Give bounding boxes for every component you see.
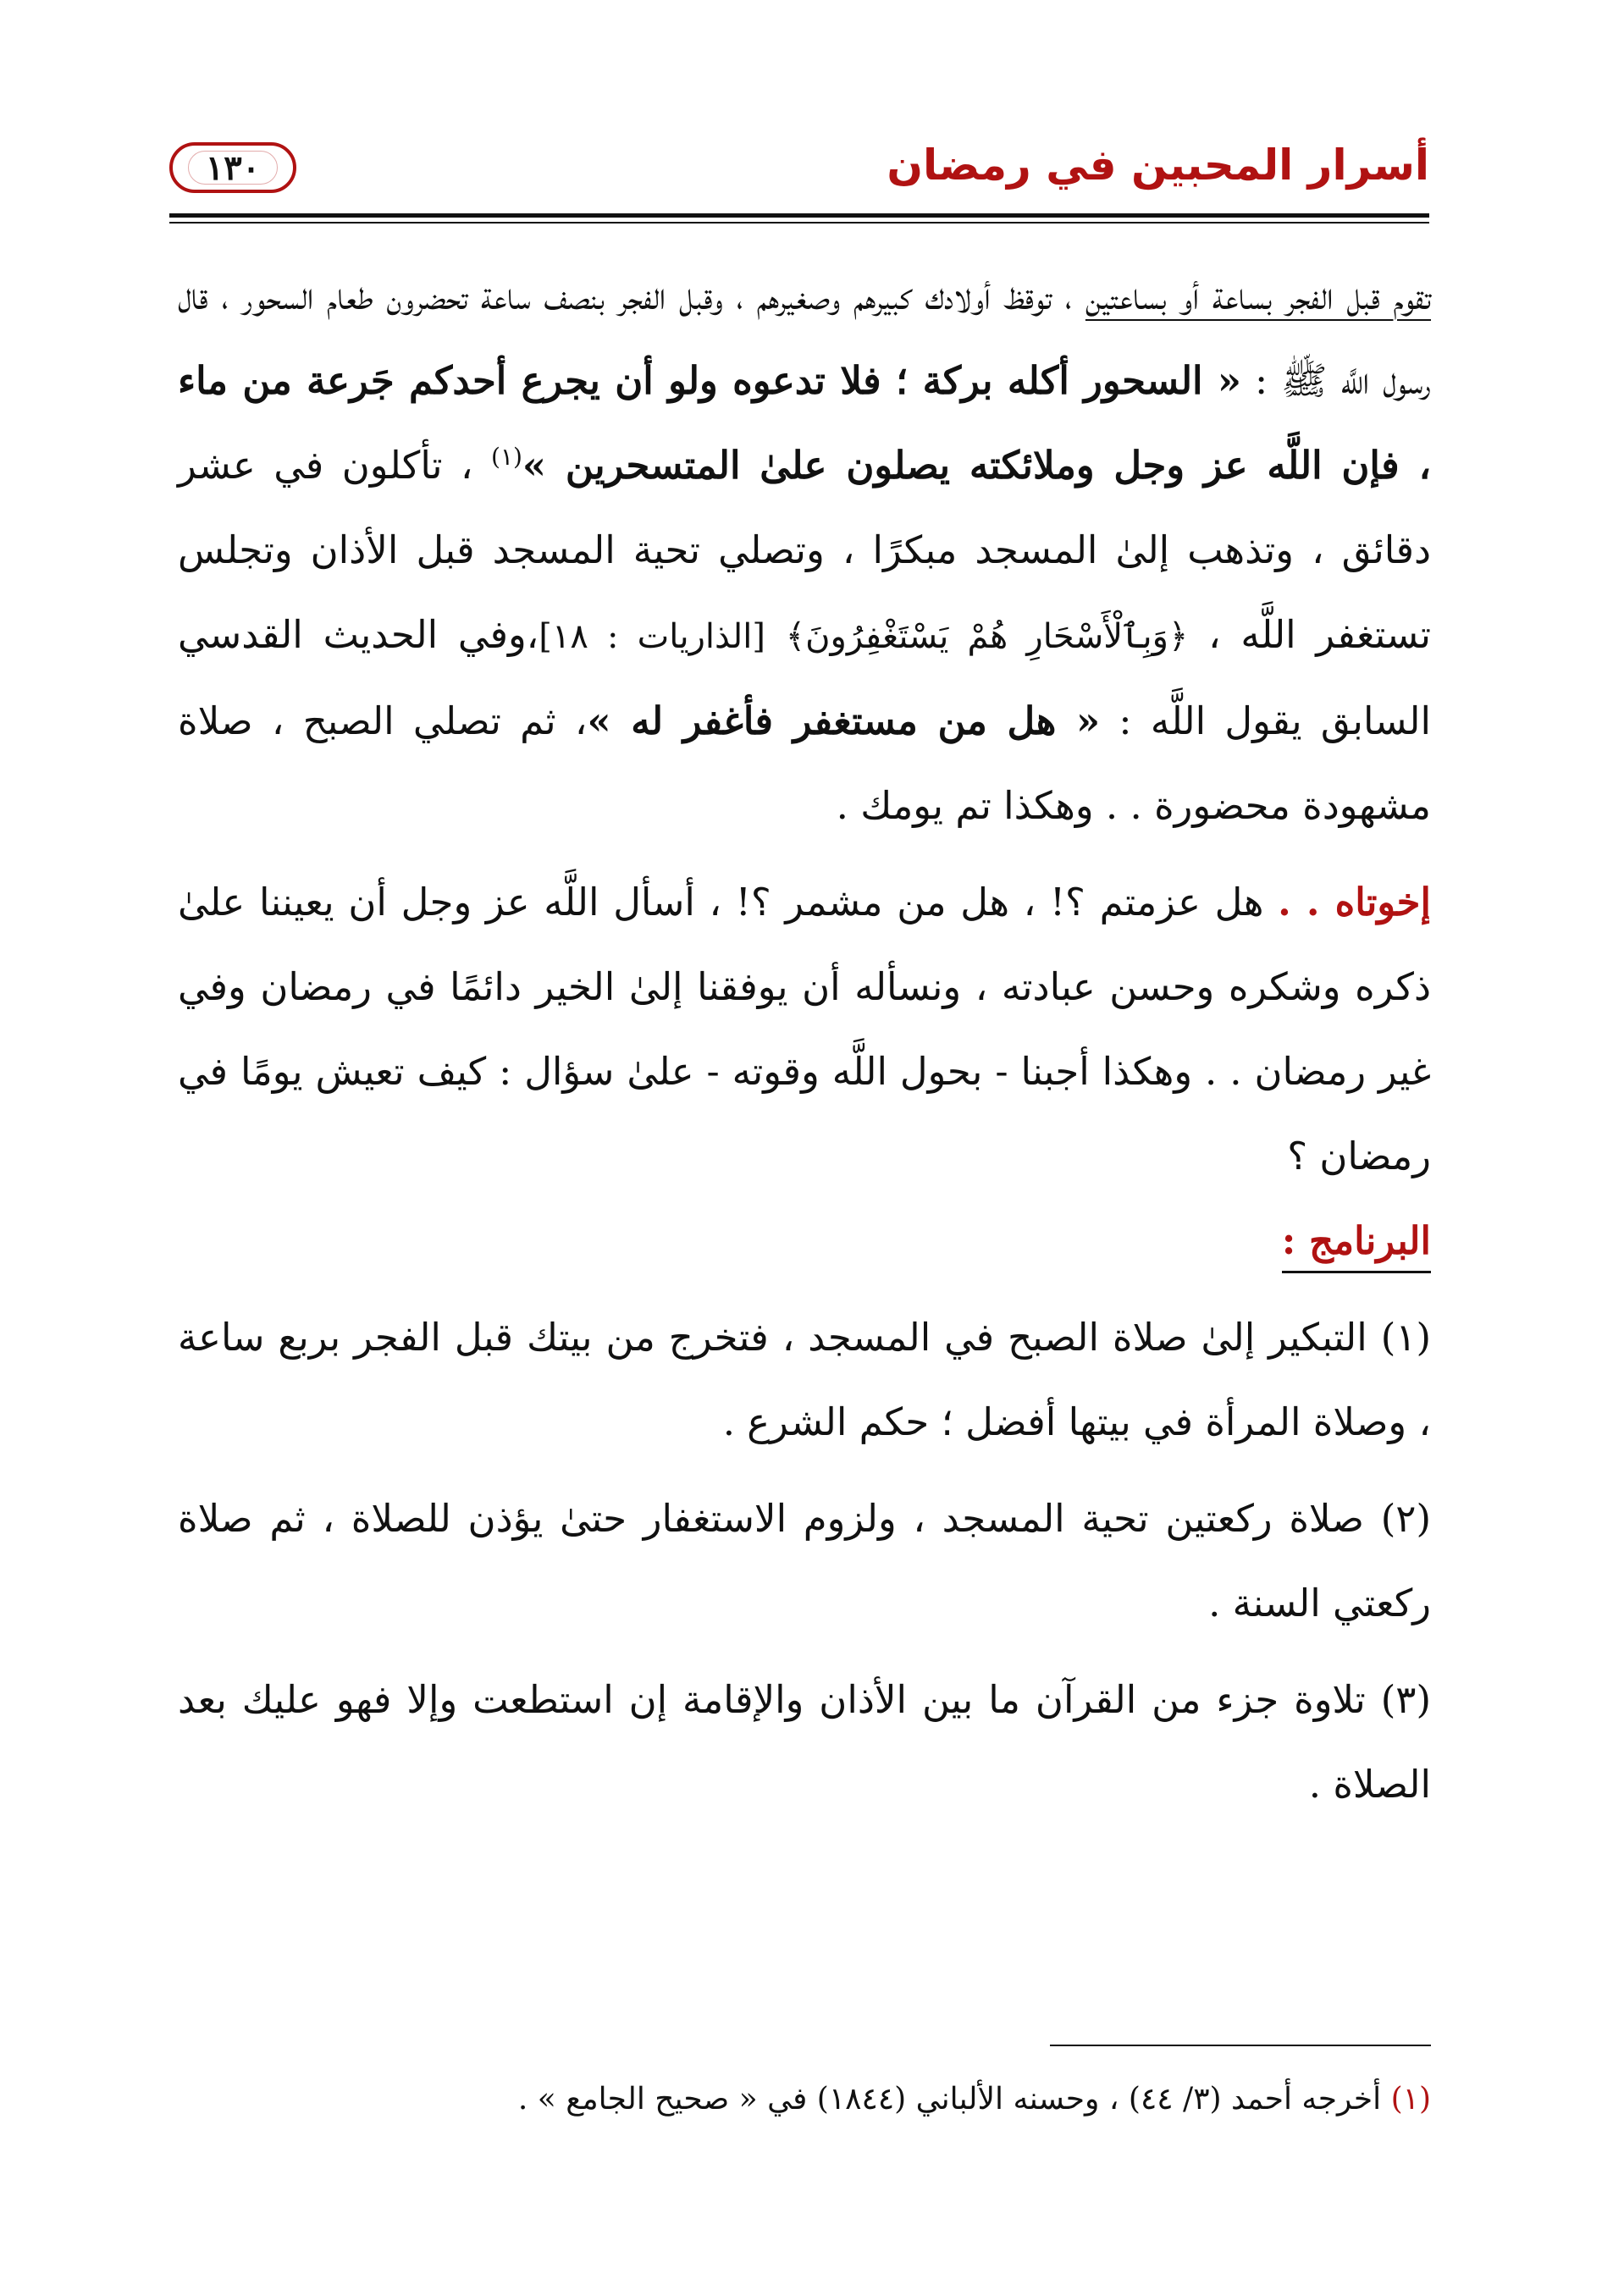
hadith-quote: « السحور أكله بركة ؛ فلا تدعوه ولو أن يجرع أحدكم جَرعة من ماء ، فإن اللَّه عز وجل وملائكته يصلون علىٰ المتسحرين » xyxy=(178,358,1431,488)
program-heading: البرنامج : xyxy=(1282,1211,1431,1273)
underlined-phrase: تقوم قبل الفجر بساعة أو بساعتين xyxy=(1085,273,1432,318)
paragraph-morning-routine xyxy=(178,254,1431,848)
footnote-reference[interactable]: (١) xyxy=(491,443,522,471)
text-segment: ، ثم تصلي الصبح ، صلاة مشهودة محضورة . . وهكذا تم يومك . xyxy=(178,698,1431,828)
verse-citation: [الذاريات : ١٨] xyxy=(539,617,765,656)
text-segment: ، توقظ أولادك كبيرهم وصغيرهم ، وقبل الفجر بنصف ساعة تحضرون طعام السحور ، قال رسول اللَّه ﷺ : xyxy=(178,273,1431,403)
body-text xyxy=(178,254,1431,1827)
page-header xyxy=(169,142,1429,210)
text-segment: هل عزمتم ؟! ، هل من مشمر ؟! ، أسأل اللَّه عز وجل أن يعيننا علىٰ ذكره وشكره وحسن عبادته ، ونسأله أن يوفقنا إلىٰ الخير دائمًا في رمضان وفي غير رمضان . . وهكذا أجبنا - بحول اللَّه وقوته - علىٰ سؤال : كيف تعيش يومًا في رمضان ؟ xyxy=(178,880,1431,1178)
footnote-text: أخرجه أحمد (٣/ ٤٤) ، وحسنه الألباني (١٨٤٤) في « صحيح الجامع » . xyxy=(517,2082,1382,2117)
page-number: ١٣٠ xyxy=(169,142,296,193)
footnote-number: (١) xyxy=(1390,2082,1431,2117)
text-segment: ،وفي الحديث القدسي السابق يقول اللَّه : xyxy=(178,612,1432,743)
program-item: (٢) صلاة ركعتين تحية المسجد ، ولزوم الاستغفار حتىٰ يؤذن للصلاة ، ثم صلاة ركعتي السنة . xyxy=(178,1496,1431,1625)
quran-verse: ﴿وَبِٱلْأَسْحَارِ هُمْ يَسْتَغْفِرُونَ﴾ xyxy=(785,617,1189,656)
paragraph-exhortation xyxy=(178,860,1431,1199)
footnote xyxy=(178,2074,1431,2125)
footnote-divider xyxy=(1050,2045,1431,2046)
program-heading-wrap xyxy=(178,1199,1431,1283)
program-item: (١) التبكير إلىٰ صلاة الصبح في المسجد ، فتخرج من بيتك قبل الفجر بربع ساعة ، وصلاة المرأة في بيتها أفضل ؛ حكم الشرع . xyxy=(178,1315,1431,1444)
book-title: أسرار المحبين في رمضان xyxy=(887,141,1429,190)
hadith-quote-2: « هل من مستغفر فأغفر له » xyxy=(587,698,1101,743)
lead-word: إخوتاه . . xyxy=(1278,880,1432,924)
header-rule-thick xyxy=(169,213,1429,218)
header-rule-thin xyxy=(169,222,1429,224)
program-item: (٣) تلاوة جزء من القرآن ما بين الأذان والإقامة إن استطعت وإلا فهو عليك بعد الصلاة . xyxy=(178,1677,1431,1807)
text-segment: ، تأكلون في عشر دقائق ، وتذهب إلىٰ المسجد مبكرًا ، وتصلي تحية المسجد قبل الأذان وتجلس تستغفر اللَّه ، xyxy=(178,443,1431,657)
